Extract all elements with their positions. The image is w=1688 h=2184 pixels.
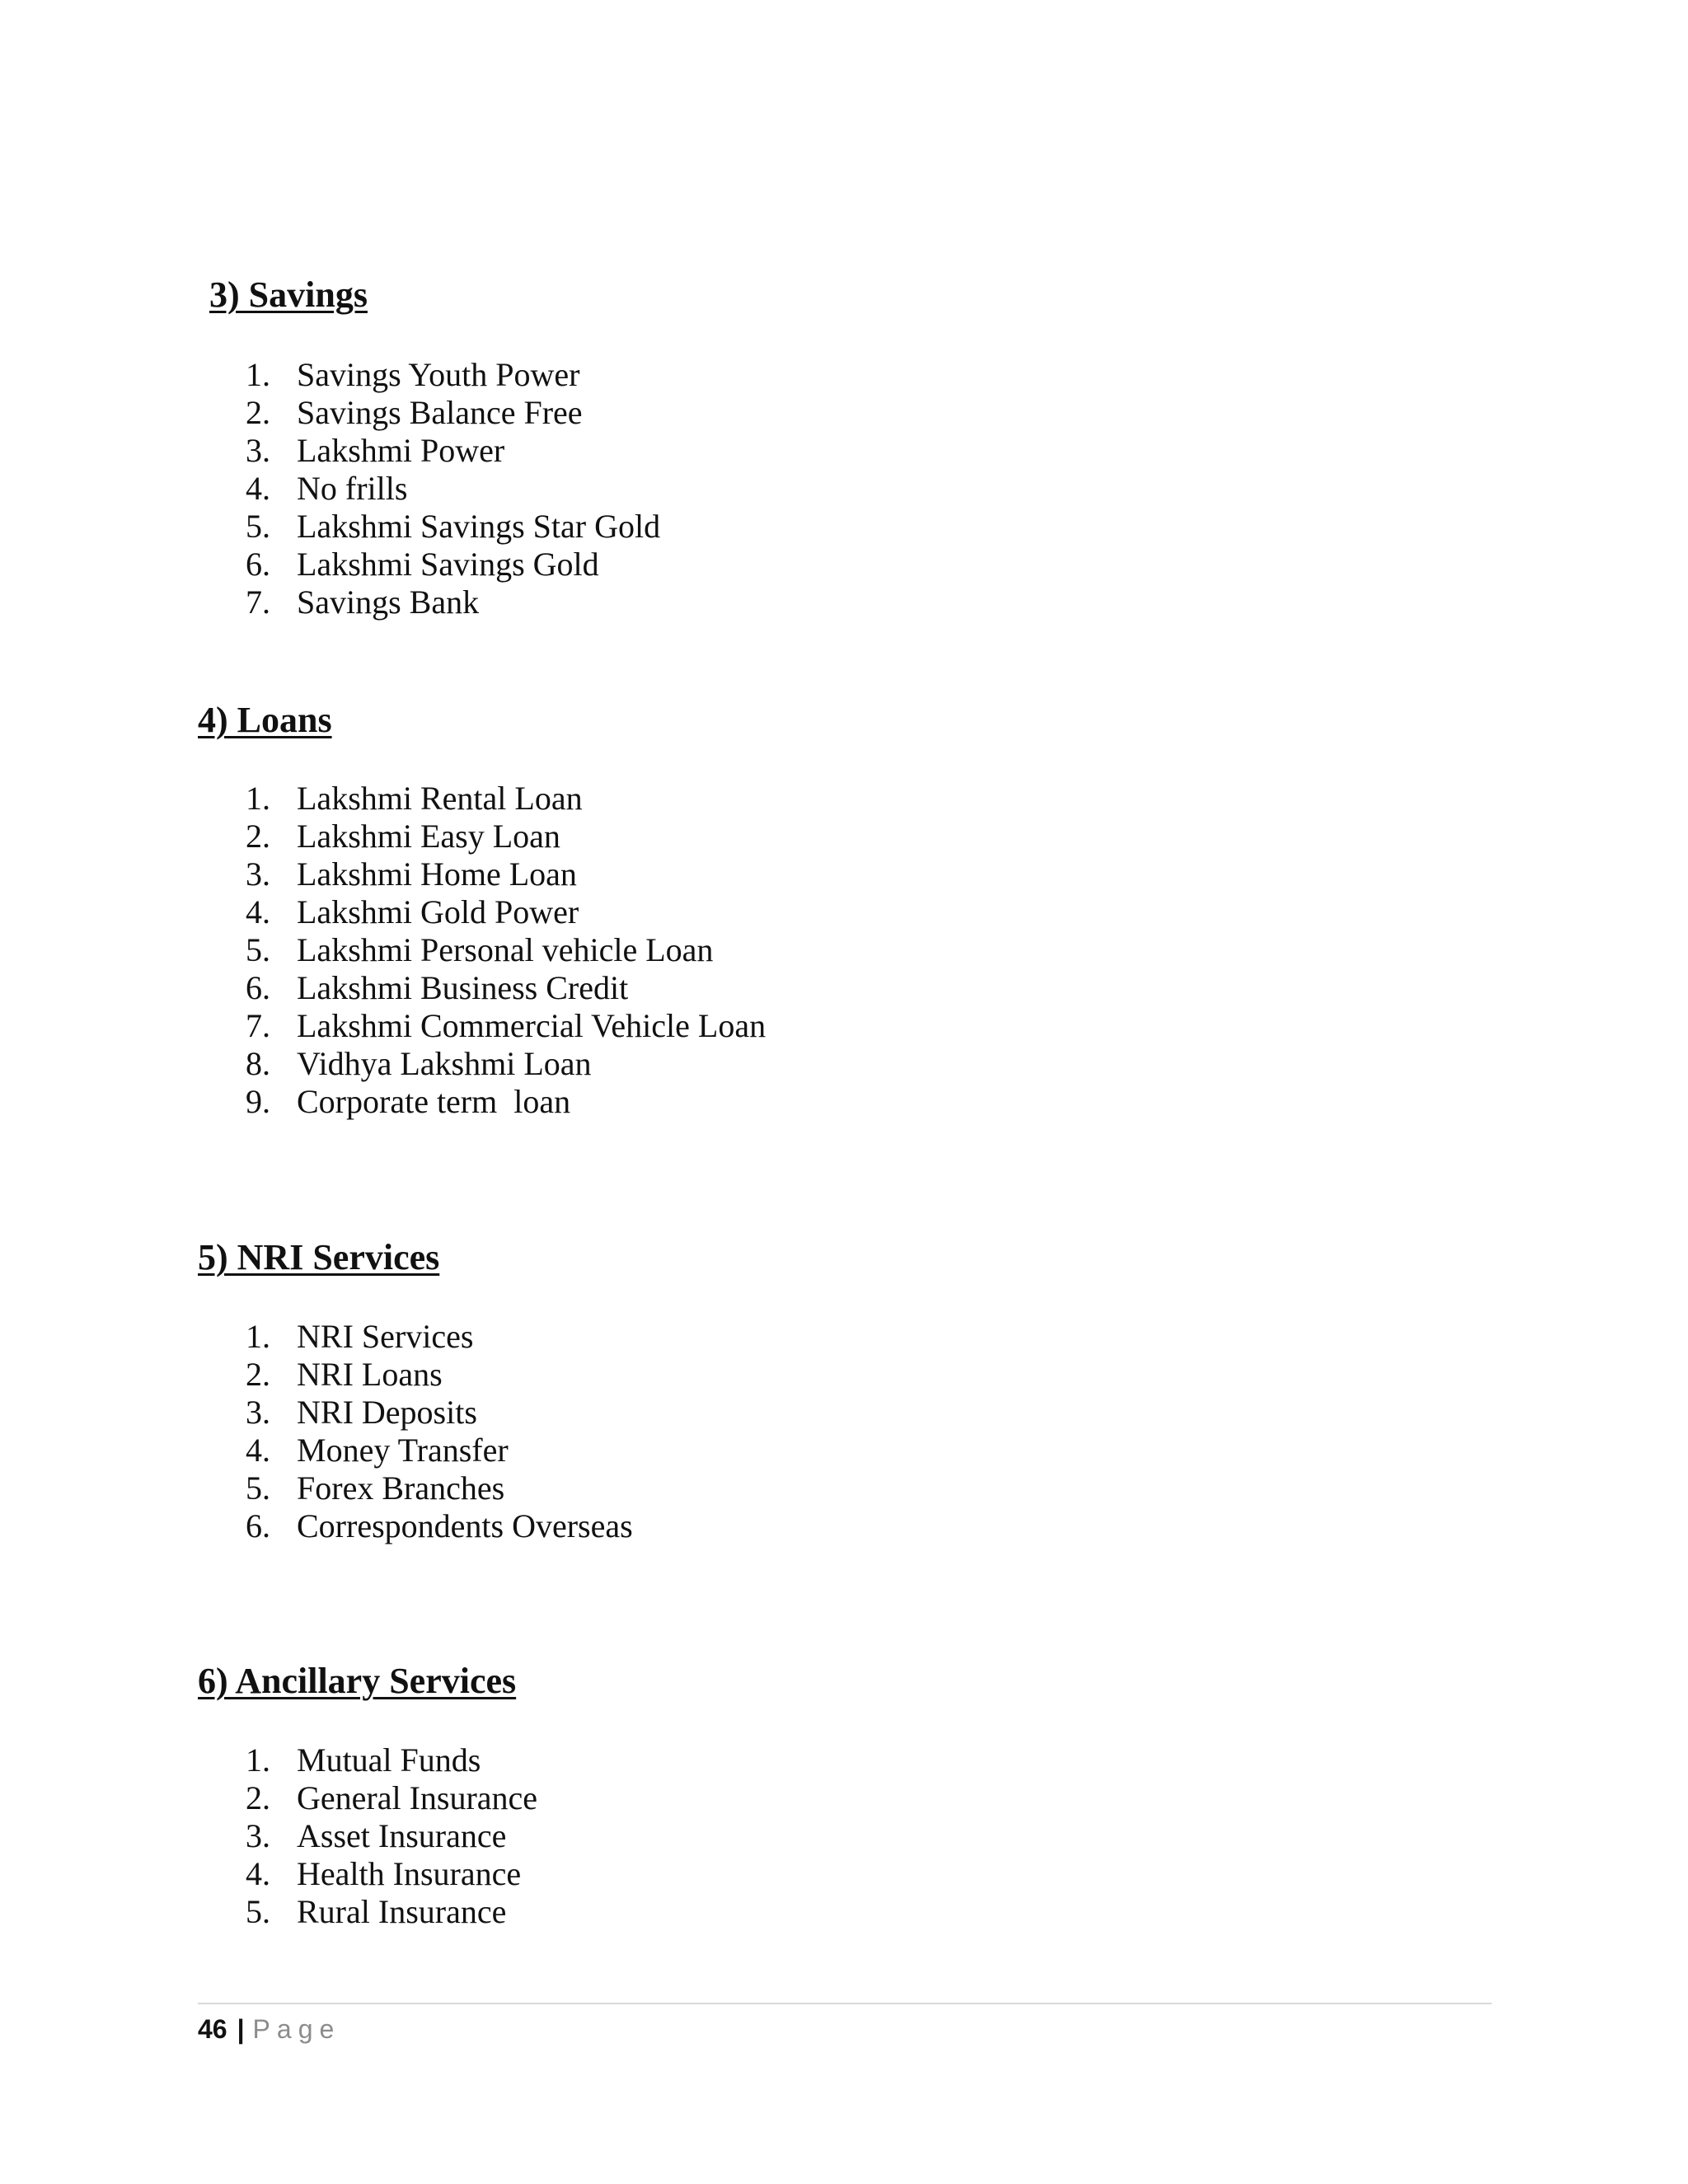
list-text: Asset Insurance — [297, 1817, 507, 1854]
list-number: 6. — [246, 546, 270, 583]
list-text: Lakshmi Business Credit — [297, 969, 629, 1006]
list-number: 5. — [246, 1469, 270, 1507]
page-footer — [198, 2011, 340, 2047]
page-number: 46 — [198, 2014, 227, 2044]
list-number: 1. — [246, 356, 270, 393]
list-text: NRI Deposits — [297, 1394, 477, 1431]
list-number: 1. — [246, 780, 270, 817]
list-number: 5. — [246, 931, 270, 968]
list-number: 3. — [246, 1817, 270, 1854]
list-text: Lakshmi Power — [297, 432, 505, 469]
list-number: 1. — [246, 1318, 270, 1355]
list-text: Lakshmi Commercial Vehicle Loan — [297, 1007, 767, 1044]
list-text: Lakshmi Rental Loan — [297, 780, 583, 817]
section-heading-nri-services: 5) NRI Services — [198, 1237, 440, 1277]
list-number: 5. — [246, 508, 270, 545]
list-text: Lakshmi Savings Gold — [297, 546, 599, 583]
list-text: Mutual Funds — [297, 1741, 481, 1779]
list-number: 7. — [246, 1007, 270, 1044]
list-number: 8. — [246, 1045, 270, 1082]
list-number: 5. — [246, 1893, 270, 1930]
list-number: 1. — [246, 1741, 270, 1779]
list-number: 2. — [246, 394, 270, 431]
list-number: 6. — [246, 969, 270, 1006]
list-text: General Insurance — [297, 1779, 538, 1816]
list-text: Lakshmi Gold Power — [297, 893, 579, 930]
list-text: Money Transfer — [297, 1432, 509, 1469]
list-text: Savings Youth Power — [297, 356, 580, 393]
list-text: Vidhya Lakshmi Loan — [297, 1045, 592, 1082]
list-number: 6. — [246, 1507, 270, 1544]
list-text: Rural Insurance — [297, 1893, 507, 1930]
list-text: Lakshmi Home Loan — [297, 855, 577, 893]
list-number: 3. — [246, 1394, 270, 1431]
footer-divider — [198, 2003, 1492, 2004]
page-label: Page — [252, 2014, 341, 2044]
list-text: Lakshmi Easy Loan — [297, 818, 560, 855]
list-text: Lakshmi Savings Star Gold — [297, 508, 661, 545]
list-number: 4. — [246, 1432, 270, 1469]
list-text: Forex Branches — [297, 1469, 505, 1507]
list-text: Savings Balance Free — [297, 394, 583, 431]
list-text: NRI Loans — [297, 1356, 443, 1393]
list-text: NRI Services — [297, 1318, 474, 1355]
list-number: 9. — [246, 1083, 270, 1120]
list-text: Corporate term loan — [297, 1083, 571, 1120]
section-heading-loans: 4) Loans — [198, 700, 332, 740]
list-text: Savings Bank — [297, 583, 480, 621]
page-separator: | — [237, 2014, 245, 2044]
list-number: 2. — [246, 818, 270, 855]
list-text: Health Insurance — [297, 1855, 522, 1892]
list-text: No frills — [297, 470, 408, 507]
list-number: 2. — [246, 1356, 270, 1393]
list-number: 7. — [246, 583, 270, 621]
list-number: 3. — [246, 855, 270, 893]
section-heading-ancillary-services: 6) Ancillary Services — [198, 1661, 517, 1701]
list-number: 4. — [246, 470, 270, 507]
list-number: 2. — [246, 1779, 270, 1816]
list-text: Lakshmi Personal vehicle Loan — [297, 931, 714, 968]
list-number: 3. — [246, 432, 270, 469]
section-heading-savings: 3) Savings — [209, 274, 368, 315]
list-number: 4. — [246, 1855, 270, 1892]
list-number: 4. — [246, 893, 270, 930]
list-text: Correspondents Overseas — [297, 1507, 633, 1544]
